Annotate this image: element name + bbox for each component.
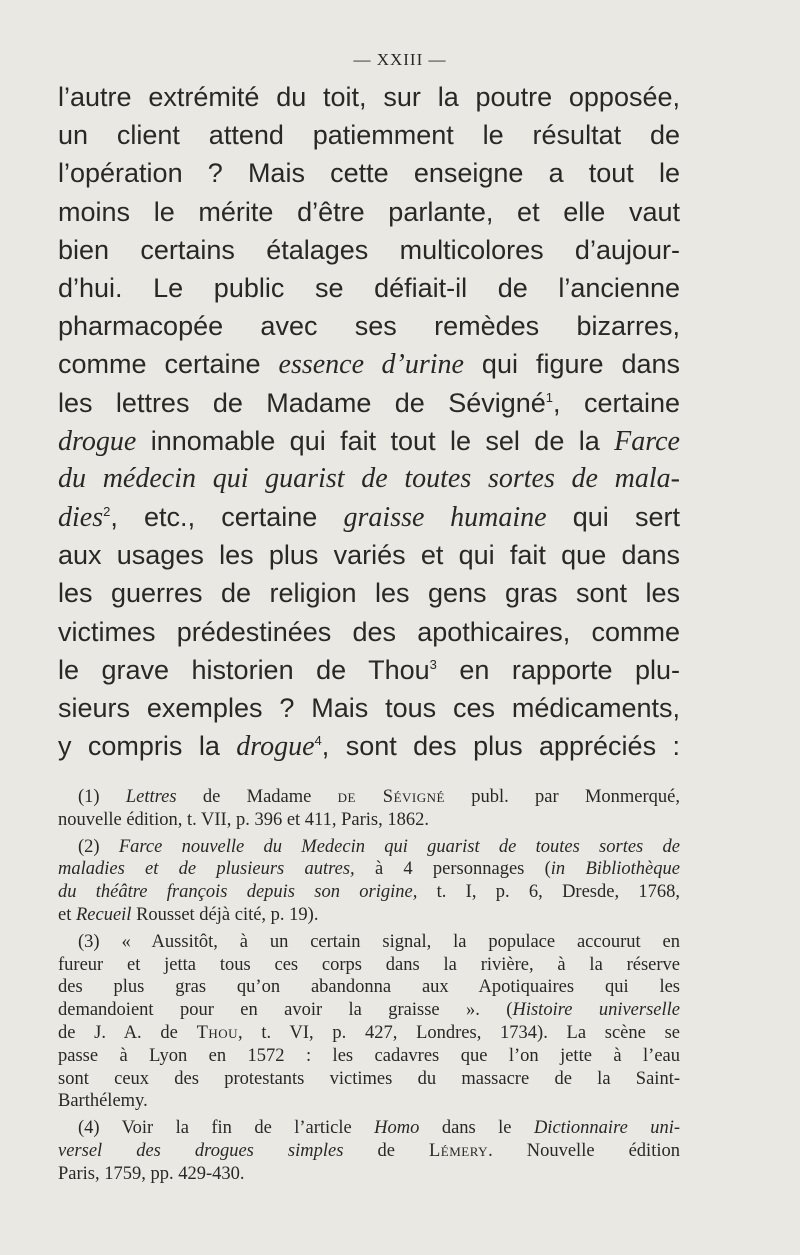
text-line [58, 498, 680, 536]
text-line: sieurs exemples ? Mais tous ces médicaments, [58, 693, 680, 723]
small-caps-run: Lémery [428, 1140, 489, 1161]
text-line: l’opération ? Mais cette enseigne a tout le [58, 158, 680, 189]
text-run: qui sert [546, 502, 681, 533]
small-caps-run: Thou [196, 1022, 239, 1043]
note-line [58, 836, 680, 859]
text-line: bien certains étalages multicolores d’aujour- [58, 234, 680, 265]
italic-run: du théâtre françois depuis son origine, [58, 882, 418, 903]
note-line: (3) « Aussitôt, à un certain signal, la populace accourut en [78, 931, 680, 952]
footnotes [58, 786, 680, 1190]
italic-run: Histoire universelle [512, 1000, 680, 1021]
text-line [58, 727, 680, 765]
note-line: passe à Lyon en 1572 : les cadavres que l’on jette à l’eau [58, 1045, 680, 1066]
text-run: dans le [419, 1118, 534, 1139]
text-run: . Nouvelle édition [488, 1140, 680, 1161]
text-line: les guerres de religion les gens gras sont les [58, 578, 680, 609]
text-run: et [58, 904, 76, 925]
text-run: , certaine [553, 387, 681, 418]
italic-run: maladies et de plusieurs autres, [58, 859, 355, 880]
text-run: Rousset déjà cité, p. 19). [131, 904, 319, 925]
italic-run: versel des drogues simples [58, 1140, 344, 1161]
text-run: (4) Voir la fin de l’article [78, 1118, 375, 1139]
italic-run: essence d’urine [278, 349, 464, 381]
italic-run: Farce nouvelle du Medecin qui guarist de toutes sortes de [118, 836, 680, 857]
italic-run: Lettres [125, 787, 177, 807]
text-run: qui figure dans [463, 349, 681, 380]
text-line [58, 345, 680, 383]
text-run: comme certaine [58, 349, 279, 380]
text-line: l’autre extrémité du toit, sur la poutre opposée, [58, 82, 680, 112]
footnote-marker: 1 [545, 389, 554, 405]
italic-run: dies [58, 502, 104, 534]
text-run: de J. A. de [58, 1022, 197, 1043]
italic-run: Dictionnaire uni- [533, 1118, 681, 1139]
note-line [58, 999, 680, 1022]
footnote-marker: 2 [103, 504, 111, 520]
footnote-1 [58, 786, 680, 832]
footnote-2 [58, 836, 680, 927]
text-run: publ. par Monmerqué, [444, 787, 681, 807]
text-run: demandoient pour en avoir la graisse ». ( [58, 1000, 513, 1021]
text-run: y compris la [58, 731, 237, 762]
note-line: fureur et jetta tous ces corps dans la rivière, à la réserve [58, 954, 680, 975]
note-line [58, 1140, 680, 1163]
footnote-marker: 3 [429, 656, 437, 672]
note-number: (1) [78, 787, 126, 807]
note-line: nouvelle édition, t. VII, p. 396 et 411, Paris, 1862. [58, 809, 429, 830]
note-line [58, 904, 680, 927]
italic-run: graisse humaine [343, 502, 547, 534]
text-line: moins le mérite d’être parlante, et elle vaut [58, 196, 680, 227]
note-number: (2) [78, 836, 119, 857]
italic-run: drogue [236, 731, 315, 763]
note-line [58, 1117, 680, 1140]
text-line: pharmacopée avec ses remèdes bizarres, [58, 311, 680, 342]
note-line [58, 858, 680, 881]
text-line: aux usages les plus variés et qui fait que dans [58, 540, 680, 571]
note-line: des plus gras qu’on abandonna aux Apotiquaires qui les [58, 977, 680, 998]
text-run: le grave historien de Thou [58, 654, 430, 685]
text-run: les lettres de Madame de Sévigné [58, 387, 546, 418]
italic-run: Recueil [75, 904, 132, 925]
italic-run: drogue [58, 425, 137, 457]
page-number: — XXIII — [353, 50, 447, 69]
note-line: Barthélemy. [58, 1091, 148, 1112]
note-line: Paris, 1759, pp. 429-430. [58, 1163, 245, 1184]
text-run: de Madame [176, 787, 338, 807]
text-run: innomable qui fait tout le sel de la [136, 425, 615, 456]
text-line: victimes prédestinées des apothicaires, comme [58, 616, 680, 647]
small-caps-run: de Sévigné [337, 787, 445, 807]
note-line [58, 786, 680, 809]
text-run: , t. VI, p. 427, Londres, 1734). La scène se [238, 1022, 680, 1043]
text-run: , sont des plus appréciés : [321, 731, 680, 762]
footnote-4 [58, 1117, 680, 1185]
text-line [58, 651, 680, 689]
text-run: en rapporte plu- [436, 654, 681, 685]
text-run: t. I, p. 6, Dresde, 1768, [417, 882, 680, 903]
text-line: un client attend patiemment le résultat de [58, 120, 680, 151]
text-line [58, 384, 680, 422]
note-line [58, 881, 680, 904]
main-paragraph [58, 78, 680, 765]
text-line: d’hui. Le public se défiait-il de l’ancienne [58, 272, 680, 303]
text-run: , etc., certaine [110, 502, 344, 533]
text-line [58, 422, 680, 460]
italic-run: Farce [614, 425, 680, 457]
text-run: à 4 personnages ( [354, 859, 551, 880]
text-line: du médecin qui guarist de toutes sortes de mala- [58, 462, 680, 494]
note-line [58, 1022, 680, 1045]
footnote-3 [58, 931, 680, 1113]
italic-run: in Bibliothèque [550, 859, 680, 880]
italic-run: Homo [374, 1118, 420, 1139]
footnote-marker: 4 [314, 733, 322, 749]
note-line: sont ceux des protestants victimes du massacre de la Saint- [58, 1068, 680, 1089]
text-run: de [343, 1140, 429, 1161]
